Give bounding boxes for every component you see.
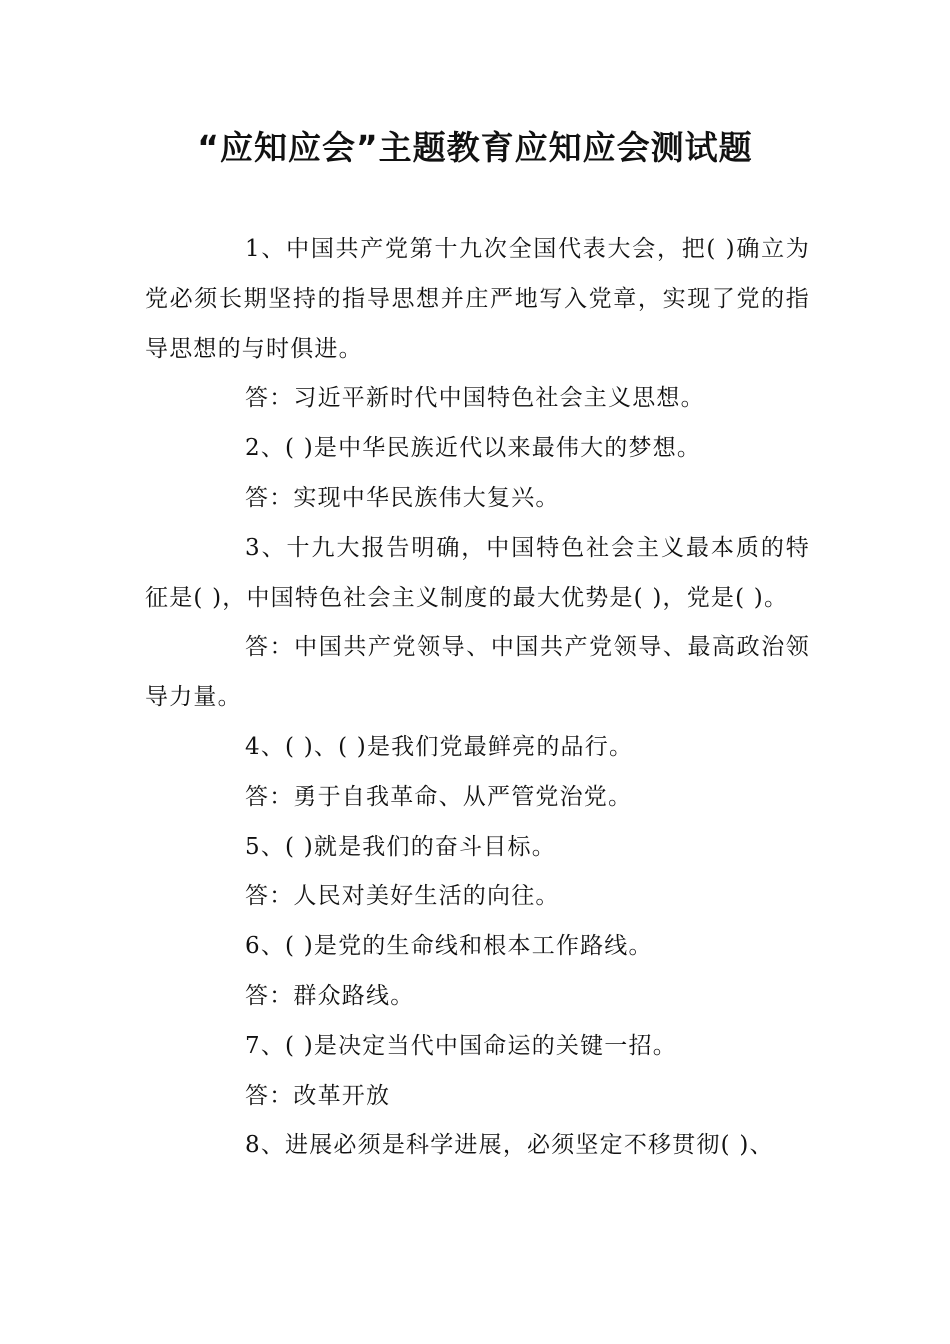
answer-5: 答：人民对美好生活的向往。	[245, 883, 560, 910]
answer-1: 答：习近平新时代中国特色社会主义思想。	[245, 385, 705, 412]
answer-4: 答：勇于自我革命、从严管党治党。	[245, 783, 633, 810]
question-7: 7、( )是决定当代中国命运的关键一招。	[245, 1032, 677, 1059]
question-6: 6、( )是党的生命线和根本工作路线。	[245, 933, 653, 960]
answer-2: 答：实现中华民族伟大复兴。	[245, 484, 560, 511]
question-8: 8、进展必须是科学进展，必须坚定不移贯彻( )、	[245, 1132, 774, 1159]
question-4: 4、( )、( )是我们党最鲜亮的品行。	[245, 733, 634, 760]
answer-6: 答：群众路线。	[245, 982, 415, 1009]
question-5: 5、( )就是我们的奋斗目标。	[245, 833, 556, 860]
question-2: 2、( )是中华民族近代以来最伟大的梦想。	[245, 435, 702, 462]
answer-7: 答：改革开放	[245, 1082, 391, 1109]
answer-3: 答：中国共产党领导、中国共产党领导、最高政治领导力量。	[145, 634, 810, 711]
document-title: “应知应会”主题教育应知应会测试题	[197, 128, 753, 167]
question-1: 1、中国共产党第十九次全国代表大会，把( )确立为党必须长期坚持的指导思想并庄严地写入党章，实现了党的指导思想的与时俱进。	[145, 236, 810, 362]
document-body	[145, 225, 810, 1171]
question-3: 3、十九大报告明确，中国特色社会主义最本质的特征是( )，中国特色社会主义制度的最大优势是( )，党是( )。	[145, 534, 810, 611]
